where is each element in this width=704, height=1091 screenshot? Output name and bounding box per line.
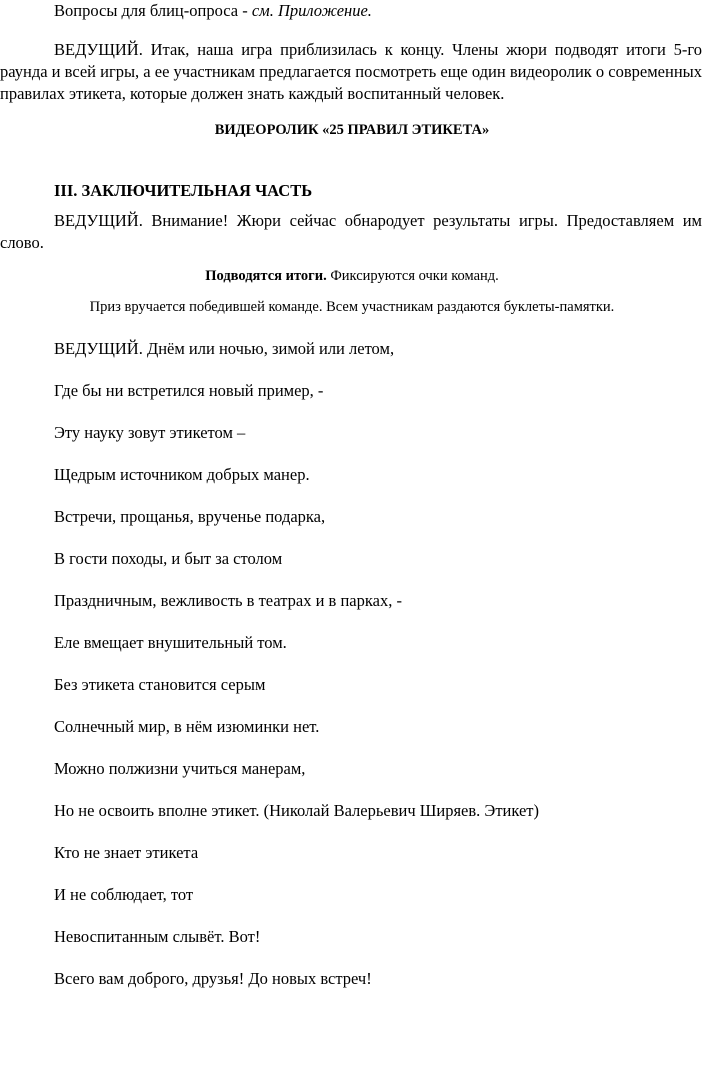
section-heading: III. ЗАКЛЮЧИТЕЛЬНАЯ ЧАСТЬ: [54, 181, 313, 200]
poem-line: Солнечный мир, в нём изюминки нет.: [54, 717, 320, 736]
results-rest-text: Фиксируются очки команд.: [326, 268, 499, 284]
poem-line: Праздничным, вежливость в театрах и в парках, -: [54, 591, 402, 610]
host-paragraph-results: ВЕДУЩИЙ. Внимание! Жюри сейчас обнародует результаты игры. Предоставляем им слово.: [0, 211, 702, 252]
poem-line-with-attribution: Но не освоить вполне этикет. (Николай Валерьевич Ширяев. Этикет): [54, 801, 539, 820]
poem-line: Кто не знает этикета: [54, 843, 199, 862]
video-heading: ВИДЕОРОЛИК «25 ПРАВИЛ ЭТИКЕТА»: [214, 122, 490, 138]
results-bold-text: Подводятся итоги.: [205, 268, 327, 284]
host-paragraph-closing: ВЕДУЩИЙ. Итак, наша игра приблизилась к концу. Члены жюри подводят итоги 5-го раунда и всей игры, а ее участникам предлагается посмотреть еще один видеоролик о современных правилах этикета, которые должен знать каждый воспитанный человек.: [0, 40, 702, 103]
poem-line: Эту науку зовут этикетом –: [54, 423, 246, 442]
poem-line: Встречи, прощанья, врученье подарка,: [54, 507, 326, 526]
poem-line: В гости походы, и быт за столом: [54, 549, 283, 568]
prize-stage-direction: Приз вручается победившей команде. Всем участникам раздаются буклеты-памятки.: [89, 299, 615, 315]
blitz-questions-line: [54, 0, 372, 22]
poem-line: И не соблюдает, тот: [54, 885, 194, 904]
poem-line: Невоспитанным слывёт. Вот!: [54, 927, 261, 946]
blitz-prefix-text: Вопросы для блиц-опроса -: [54, 1, 252, 20]
appendix-reference: см. Приложение.: [251, 1, 372, 20]
poem-line: ВЕДУЩИЙ. Днём или ночью, зимой или летом,: [54, 339, 395, 358]
poem-line: Еле вмещает внушительный том.: [54, 633, 287, 652]
poem-line: Без этикета становится серым: [54, 675, 266, 694]
poem-line: Где бы ни встретился новый пример, -: [54, 381, 324, 400]
results-stage-direction: [0, 265, 704, 287]
farewell-line: Всего вам доброго, друзья! До новых встреч!: [54, 969, 372, 988]
poem-line: Можно полжизни учиться манерам,: [54, 759, 306, 778]
poem-line: Щедрым источником добрых манер.: [54, 465, 310, 484]
